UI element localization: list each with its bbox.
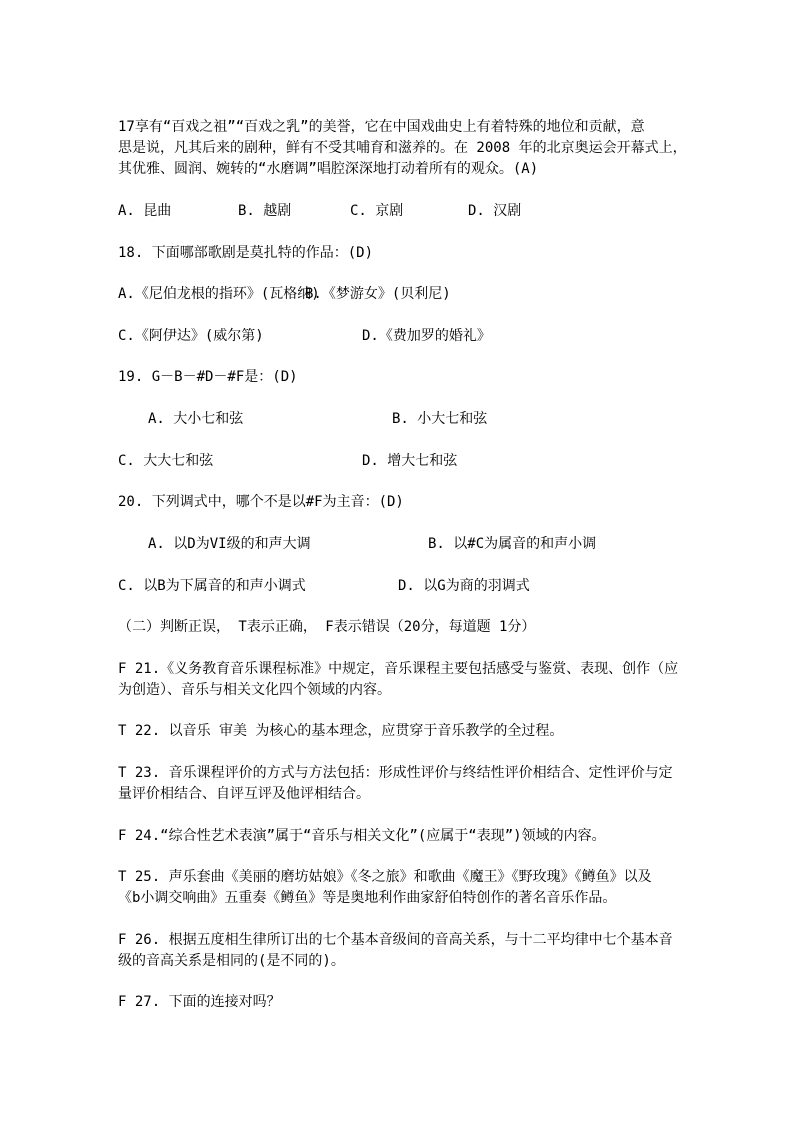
- option-a: A. 大小七和弦: [148, 411, 244, 427]
- option-c: C.《阿伊达》(威尔第): [118, 328, 264, 344]
- tf-item-27: F 27. 下面的连接对吗？: [118, 994, 281, 1010]
- option-b: B. 越剧: [238, 203, 292, 219]
- option-c: C. 以B为下属音的和声小调式: [118, 578, 306, 594]
- question-text-line: 17享有“百戏之祖”“百戏之乳”的美誉，它在中国戏曲史上有着特殊的地位和贡献，意: [118, 119, 645, 135]
- item-text-line: T 23. 音乐课程评价的方式与方法包括：形成性评价与终结性评价相结合、定性评价与定: [118, 765, 673, 781]
- item-text-line: 《b小调交响曲》五重奏《鳟鱼》等是奥地利作曲家舒伯特创作的著名音乐作品。: [118, 890, 617, 906]
- tf-item-24: F 24.“综合性艺术表演”属于“音乐与相关文化”(应属于“表现”)领域的内容。: [118, 828, 606, 844]
- option-a: A.《尼伯龙根的指环》(瓦格纳): [118, 286, 320, 302]
- option-a: A. 以D为VI级的和声大调: [148, 536, 311, 552]
- question-text: 19. G－B－#D－#F是：(D): [118, 369, 298, 385]
- option-b: B.《梦游女》(贝利尼): [305, 286, 451, 302]
- item-text-line: 量评价相结合、自评互评及他评相结合。: [118, 786, 370, 802]
- question-text: 20. 下列调式中，哪个不是以#F为主音：(D): [118, 494, 404, 510]
- option-c: C. 京剧: [350, 203, 404, 219]
- option-c: C. 大大七和弦: [118, 453, 214, 469]
- option-d: D. 汉剧: [468, 203, 522, 219]
- item-text-line: F 26. 根据五度相生律所订出的七个基本音级间的音高关系，与十二平均律中七个基本音: [118, 932, 673, 948]
- item-text-line: T 25. 声乐套曲《美丽的磨坊姑娘》《冬之旅》和歌曲《魔王》《野玫瑰》《鳟鱼》以及: [118, 869, 652, 885]
- question-text-line: 其优雅、圆润、婉转的“水磨调”唱腔深深地打动着所有的观众。(A): [118, 161, 539, 177]
- option-b: B. 以#C为属音的和声小调: [428, 536, 597, 552]
- item-text-line: F 21.《义务教育音乐课程标准》中规定，音乐课程主要包括感受与鉴赏、表现、创作（应: [118, 661, 679, 677]
- question-text-line: 思是说，凡其后来的剧种，鲜有不受其哺育和滋养的。在 2008 年的北京奥运会开幕式上，: [118, 140, 687, 156]
- option-b: B. 小大七和弦: [392, 411, 488, 427]
- option-a: A. 昆曲: [118, 203, 172, 219]
- item-text-line: 为创造）、音乐与相关文化四个领域的内容。: [118, 682, 391, 698]
- question-text: 18. 下面哪部歌剧是莫扎特的作品：(D): [118, 245, 374, 261]
- tf-item-22: T 22. 以音乐 审美 为核心的基本理念，应贯穿于音乐教学的全过程。: [118, 723, 564, 739]
- option-d: D. 增大七和弦: [362, 453, 458, 469]
- section-heading: （二）判断正误， T表示正确， F表示错误（20分，每道题 1分）: [118, 619, 536, 635]
- option-d: D. 以G为商的羽调式: [398, 578, 530, 594]
- item-text-line: 级的音高关系是相同的(是不同的)。: [118, 953, 345, 969]
- option-d: D.《费加罗的婚礼》: [362, 328, 491, 344]
